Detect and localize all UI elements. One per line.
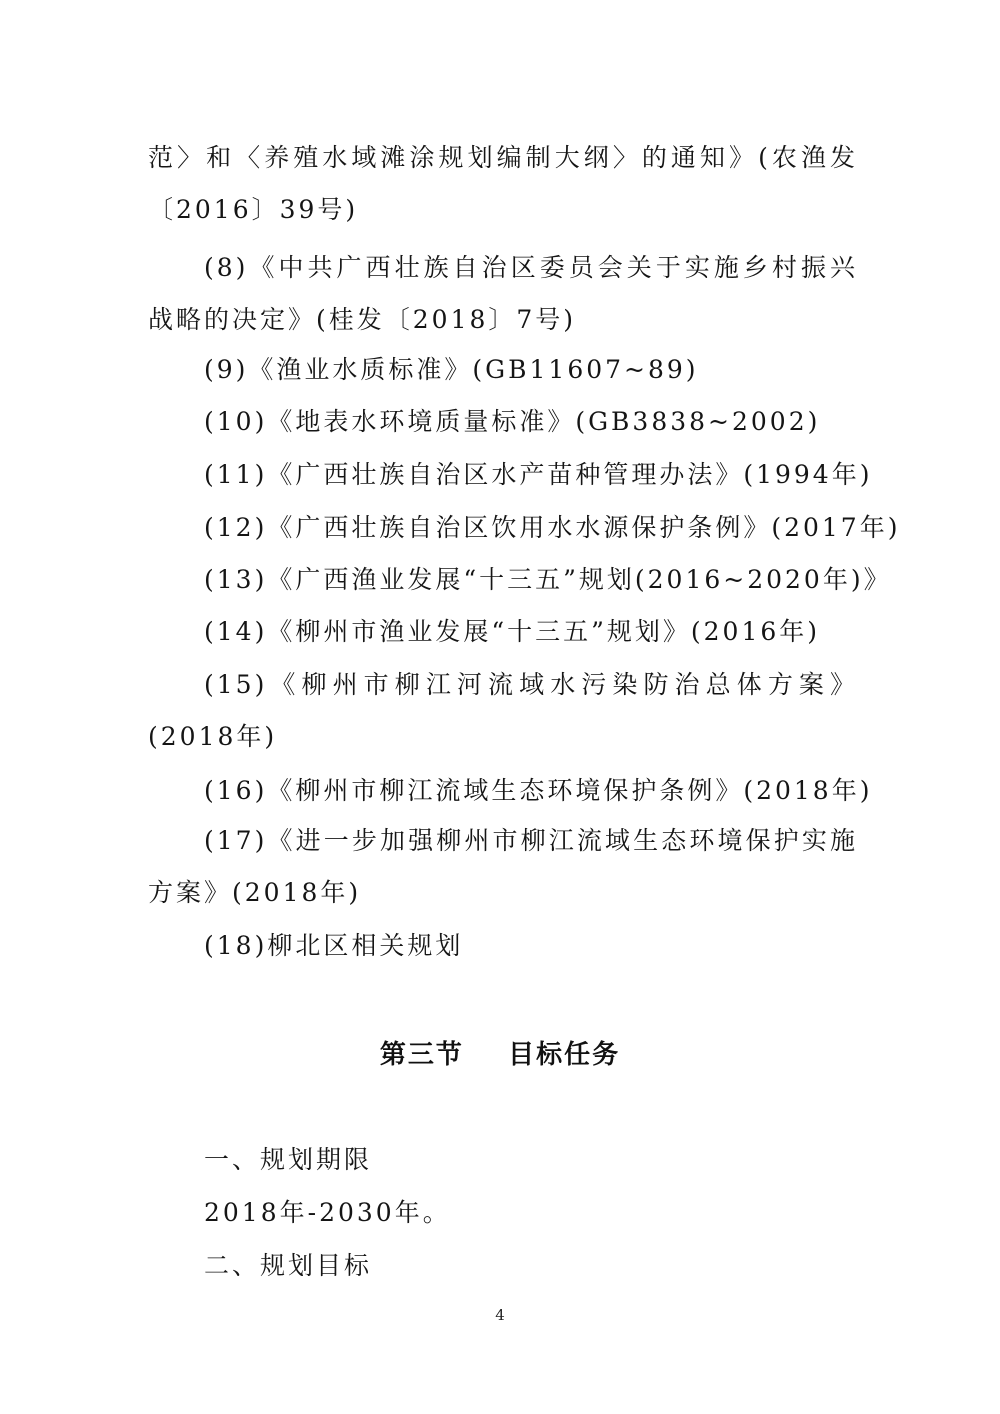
reference-item-14: (14)《柳州市渔业发展“十三五”规划》(2016年) bbox=[204, 617, 821, 646]
reference-item-9: (9)《渔业水质标准》(GB11607~89) bbox=[204, 355, 699, 384]
reference-item-10: (10)《地表水环境质量标准》(GB3838~2002) bbox=[204, 407, 821, 436]
reference-item-8: (8)《中共广西壮族自治区委员会关于实施乡村振兴战略的决定》(桂发〔2018〕7号) bbox=[148, 253, 858, 334]
reference-item-17: (17)《进一步加强柳州市柳江流域生态环境保护实施方案》(2018年) bbox=[148, 826, 858, 907]
reference-item-12: (12)《广西壮族自治区饮用水水源保护条例》(2017年) bbox=[204, 513, 901, 542]
page-number: 4 bbox=[495, 1306, 505, 1324]
reference-item-18: (18)柳北区相关规划 bbox=[204, 931, 464, 960]
reference-continuation: 范〉和〈养殖水域滩涂规划编制大纲〉的通知》(农渔发〔2016〕39号) bbox=[148, 143, 858, 224]
subsection-planning-goals: 二、规划目标 bbox=[204, 1251, 373, 1280]
reference-item-13: (13)《广西渔业发展“十三五”规划(2016~2020年)》 bbox=[204, 565, 892, 594]
reference-item-15: (15)《柳州市柳江河流域水污染防治总体方案》(2018年) bbox=[148, 670, 858, 751]
reference-item-16: (16)《柳州市柳江流域生态环境保护条例》(2018年) bbox=[204, 776, 873, 805]
reference-item-11: (11)《广西壮族自治区水产苗种管理办法》(1994年) bbox=[204, 460, 873, 489]
planning-period-text: 2018年-2030年。 bbox=[204, 1198, 451, 1227]
section-heading: 第三节 目标任务 bbox=[379, 1040, 621, 1070]
subsection-planning-period: 一、规划期限 bbox=[204, 1145, 373, 1174]
